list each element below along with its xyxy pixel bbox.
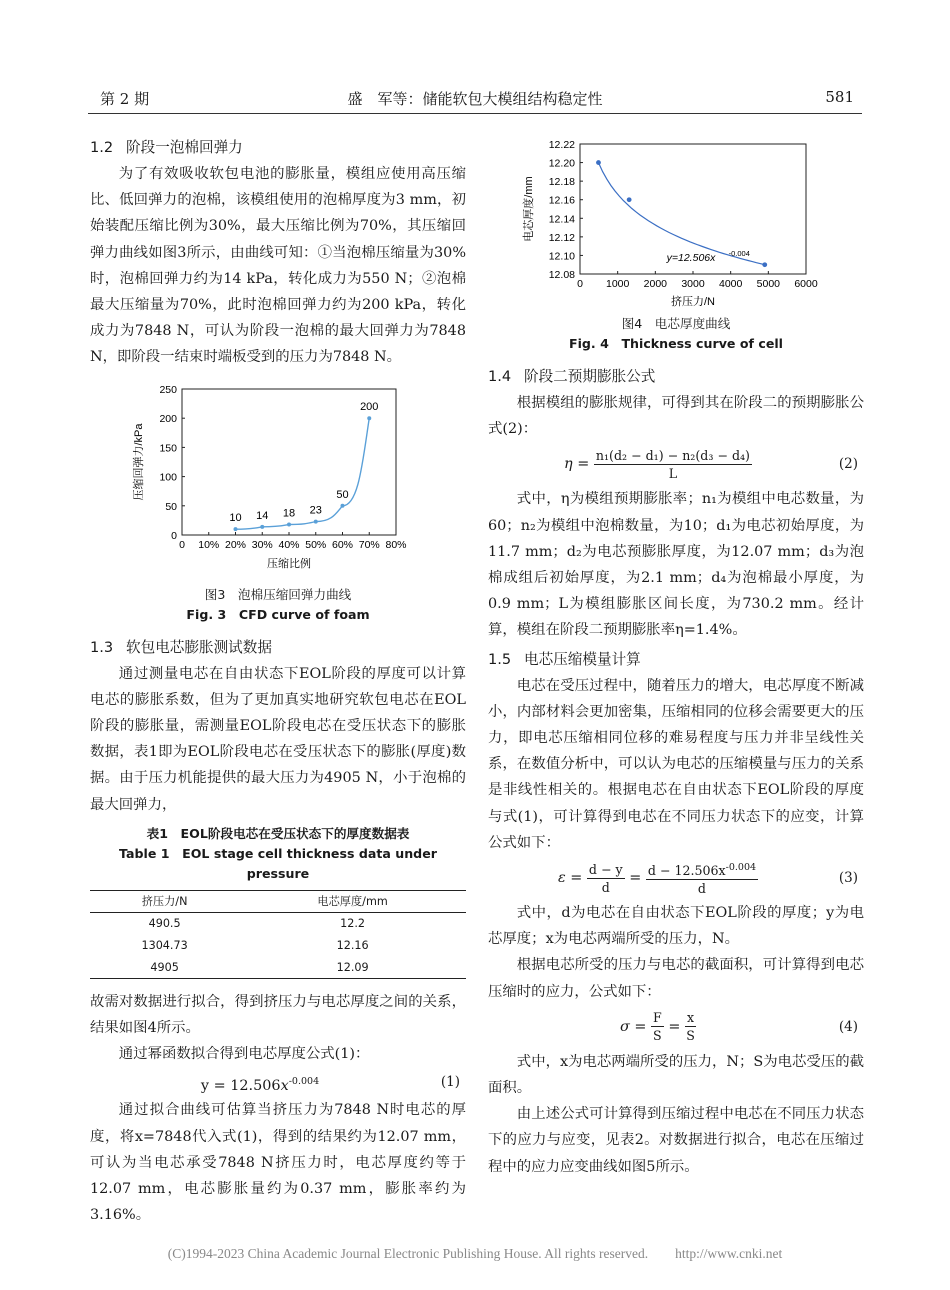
y-tick-label: 12.12 (548, 231, 575, 244)
table-row (90, 912, 466, 934)
y-tick-label: 50 (165, 500, 177, 513)
data-label: 10 (229, 511, 242, 524)
equation-number: (3) (838, 870, 858, 887)
table-row (90, 934, 466, 956)
equation-exponent: -0.004 (288, 1076, 320, 1088)
x-tick-label: 0 (179, 538, 185, 551)
fraction-denominator: d (697, 881, 706, 897)
table-1-caption-cn: 表1 EOL阶段电芯在受压状态下的厚度数据表 (146, 825, 410, 841)
fraction-numerator: d − 12.506x (647, 863, 726, 879)
page-number: 581 (825, 88, 854, 106)
right-column (488, 128, 864, 1180)
equation-number: (1) (440, 1074, 460, 1091)
paragraph: 通过测量电芯在自由状态下EOL阶段的厚度可以计算电芯的膨胀系数，但为了更加真实地研究软包电芯在EOL阶段的膨胀量，需测量EOL阶段电芯在受压状态下的膨胀数据，表1即为EOL阶段电芯在受压状态下的膨胀(厚度)数据。由于压力机能提供的最大压力为4905 N，小于泡棉的最大回弹力， (90, 665, 466, 813)
paragraph: 式中，d为电芯在自由状态下EOL阶段的厚度；y为电芯厚度；x为电芯两端所受的压力，N。 (488, 905, 864, 948)
fit-equation-label: y=12.506x (666, 252, 716, 264)
equation-symbol: σ = (619, 1018, 647, 1035)
table-cell: 12.2 (340, 917, 366, 931)
paragraph: 故需对数据进行拟合，得到挤压力与电芯厚度之间的关系，结果如图4所示。 (90, 993, 466, 1037)
x-tick-label: 70% (358, 538, 380, 551)
foam-curve-svg (90, 377, 466, 585)
section-heading-1-2 (90, 135, 466, 161)
table-cell: 1304.73 (141, 938, 188, 952)
section-heading-1-3 (90, 635, 466, 661)
table-header-cell: 电芯厚度/mm (239, 890, 466, 912)
table-cell: 12.16 (336, 938, 369, 952)
data-point (627, 197, 632, 202)
x-tick-label: 50% (305, 538, 327, 551)
x-tick-label: 60% (331, 538, 354, 551)
fraction-numerator: n₁(d₂ − d₁) − n₂(d₃ − d₄) (595, 447, 750, 463)
running-title: 盛 军等：储能软包大模组结构稳定性 (347, 90, 603, 108)
figure-4-caption-en: Fig. 4 Thickness curve of cell (569, 336, 783, 351)
y-axis-label: 压缩回弹力/kPa (133, 423, 145, 501)
figure-3-caption-en: Fig. 3 CFD curve of foam (186, 606, 370, 622)
section-number: 1.3 (90, 638, 114, 656)
equation-number: (4) (838, 1018, 858, 1035)
thickness-curve-svg (488, 128, 864, 314)
equation-3 (488, 856, 864, 900)
equation-4 (488, 1005, 864, 1049)
section-number: 1.4 (488, 368, 512, 385)
left-column (90, 132, 466, 1228)
table-cell: 490.5 (148, 917, 181, 931)
y-axis-label: 电芯厚度/mm (523, 176, 535, 242)
y-tick-label: 12.20 (548, 157, 575, 170)
equation-fraction (685, 1009, 696, 1044)
figure-3-caption-cn: 图3 泡棉压缩回弹力曲线 (204, 586, 352, 602)
x-tick-label: 0 (577, 278, 583, 290)
equation-fraction (651, 1009, 664, 1044)
equation-fraction (594, 447, 752, 482)
paragraph: 通过拟合曲线可估算当挤压力为7848 N时电芯的厚度，将x=7848代入式(1)，得到的结果约为12.07 mm，可认为当电芯承受7848 N挤压力时，电芯厚度约等于12.07 mm，电芯膨胀量约为0.37 mm，膨胀率约为3.16%。 (90, 1102, 466, 1224)
data-label: 14 (256, 509, 269, 522)
equation-1 (90, 1067, 466, 1097)
equation-2 (488, 442, 864, 486)
y-tick-label: 200 (159, 412, 177, 425)
data-point (260, 524, 264, 528)
section-title: 软包电芯膨胀测试数据 (126, 638, 272, 656)
y-tick-label: 150 (159, 442, 177, 455)
running-header (88, 84, 862, 114)
fit-equation-exponent: -0.004 (728, 249, 750, 258)
fraction-numerator: d − y (588, 861, 623, 877)
equation-equals: = (668, 1018, 681, 1035)
issue-number: 第 2 期 (100, 90, 150, 108)
data-point (341, 503, 345, 507)
paragraph: 通过幂函数拟合得到电芯厚度公式(1)： (118, 1046, 370, 1063)
equation-symbol: η = (564, 456, 590, 473)
data-label: 18 (282, 507, 296, 520)
paragraph: 式中，x为电芯两端所受的压力，N；S为电芯受压的截面积。 (488, 1053, 864, 1097)
y-tick-label: 12.16 (548, 194, 575, 207)
equation-var: x (280, 1078, 289, 1095)
x-tick-label: 20% (224, 538, 247, 551)
table-row (90, 956, 466, 978)
figure-3-chart (90, 377, 466, 585)
data-point (367, 416, 371, 420)
section-title: 电芯压缩模量计算 (524, 650, 641, 668)
data-point (314, 519, 318, 523)
section-title: 阶段二预期膨胀公式 (524, 368, 656, 385)
section-title: 阶段一泡棉回弹力 (126, 139, 243, 156)
x-tick-label: 10% (198, 538, 220, 551)
data-label: 23 (309, 504, 322, 517)
table-header-cell: 挤压力/N (90, 890, 239, 912)
x-tick-label: 80% (385, 538, 407, 551)
x-tick-label: 3000 (681, 278, 705, 290)
data-point (596, 160, 601, 165)
data-point (234, 527, 238, 531)
section-number: 1.2 (90, 139, 114, 156)
section-heading-1-4 (488, 364, 864, 390)
paragraph: 根据电芯所受的压力与电芯的截面积，可计算得到电芯压缩时的应力，公式如下： (488, 957, 864, 1000)
fraction-denominator: S (653, 1028, 662, 1044)
data-point (762, 262, 767, 267)
fraction-numerator: F (652, 1010, 662, 1026)
y-tick-label: 250 (159, 383, 177, 396)
section-heading-1-5 (488, 647, 864, 673)
table-1-caption-en: Table 1 EOL stage cell thickness data under pressure (119, 845, 437, 881)
y-tick-label: 12.18 (548, 176, 575, 189)
figure-4-caption-cn: 图4 电芯厚度曲线 (621, 316, 731, 331)
y-tick-label: 12.10 (548, 250, 575, 263)
data-point (287, 522, 291, 526)
y-tick-label: 0 (171, 529, 177, 542)
section-number: 1.5 (488, 650, 512, 668)
x-tick-label: 5000 (756, 278, 781, 290)
equation-fraction (646, 859, 758, 897)
paragraph: 电芯在受压过程中，随着压力的增大，电芯厚度不断减小，内部材料会更加密集，压缩相同的位移会需要更大的压力，即电芯压缩相同位移的难易程度与压力并非呈线性关系，在数值分析中，可以认为电芯的压缩模量与压力的关系是非线性相关的。根据电芯在自由状态下EOL阶段的厚度与式(1)，可计算得到电芯在不同压力状态下的应变，计算公式如下： (488, 677, 864, 851)
fraction-denominator: d (601, 879, 610, 895)
fraction-numerator: x (686, 1010, 695, 1026)
y-tick-label: 100 (159, 471, 177, 484)
figure-4-chart (488, 128, 864, 314)
x-axis-label: 挤压力/N (671, 296, 715, 308)
equation-equals: = (629, 870, 642, 887)
x-tick-label: 4000 (718, 278, 743, 290)
y-tick-label: 12.22 (548, 139, 575, 151)
fraction-denominator: L (668, 465, 678, 481)
fraction-denominator: S (686, 1028, 695, 1044)
equation-number: (2) (838, 456, 858, 473)
equation-fraction (587, 861, 625, 896)
data-label: 200 (360, 400, 379, 413)
table-cell: 12.09 (239, 956, 466, 978)
x-tick-label: 2000 (643, 278, 668, 290)
equation-exponent: -0.004 (725, 861, 757, 873)
y-tick-label: 12.14 (548, 213, 575, 226)
x-tick-label: 1000 (605, 278, 630, 290)
x-tick-label: 30% (251, 538, 273, 551)
table-1 (90, 890, 466, 979)
paragraph: 由上述公式可计算得到压缩过程中电芯在不同压力状态下的应力与应变，见表2。对数据进行拟合，电芯在压缩过程中的应力应变曲线如图5所示。 (488, 1106, 864, 1175)
equation-symbol: ε = (557, 870, 583, 887)
paragraph: 根据模组的膨胀规律，可得到其在阶段二的预期膨胀公式(2)： (488, 395, 864, 438)
equation-text: y = 12.506 (200, 1078, 281, 1095)
table-cell: 4905 (90, 956, 239, 978)
data-label: 50 (336, 488, 349, 501)
copyright-footer: (C)1994-2023 China Academic Journal Electronic Publishing House. All rights reserved. http://www.cnki.net (167, 1246, 783, 1261)
x-axis-label: 压缩比例 (267, 557, 311, 570)
paragraph: 式中，η为模组预期膨胀率；n₁为模组中电芯数量，为60；n₂为模组中泡棉数量，为10；d₁为电芯初始厚度，为11.7 mm；d₂为电芯预膨胀厚度，为12.07 mm；d₃为泡棉成组后初始厚度，为2.1 mm；d₄为泡棉最小厚度，为0.9 mm；L为模组膨胀区间长度，为730.2 mm。经计算，模组在阶段二预期膨胀率η=1.4%。 (488, 491, 864, 639)
x-tick-label: 40% (278, 538, 300, 551)
x-tick-label: 6000 (794, 278, 818, 290)
y-tick-label: 12.08 (548, 269, 575, 281)
paragraph: 为了有效吸收软包电池的膨胀量，模组应使用高压缩比、低回弹力的泡棉，该模组使用的泡棉厚度为3 mm，初始装配压缩比例为30%，最大压缩比例为70%，其压缩回弹力曲线如图3所示，由曲线可知：①当泡棉压缩量为30%时，泡棉回弹力约为14 kPa，转化成力为550 N；②泡棉最大压缩量为70%，此时泡棉回弹力约为200 kPa，转化成力为7848 N，可认为阶段一泡棉的最大回弹力为7848 N，即阶段一结束时端板受到的压力为7848 N。 (90, 166, 466, 366)
